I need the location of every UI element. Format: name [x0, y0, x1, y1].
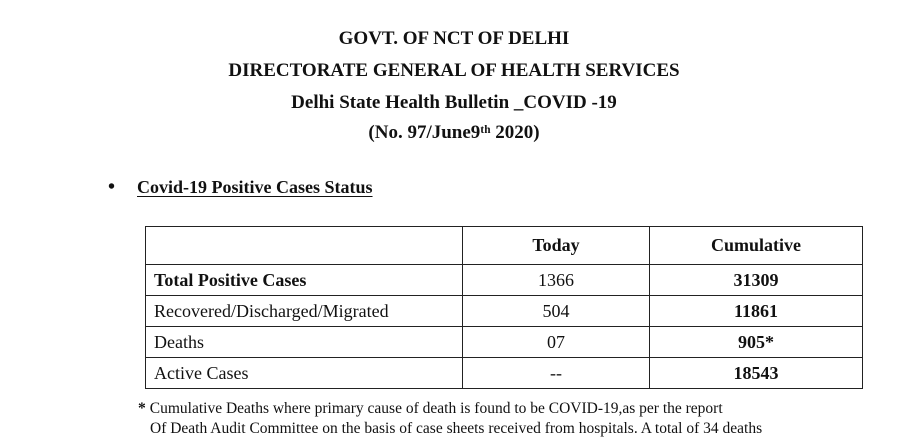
- section-heading: [108, 176, 373, 198]
- footnote-line-1: [138, 399, 898, 419]
- header-directorate: DIRECTORATE GENERAL OF HEALTH SERVICES: [228, 60, 680, 81]
- row-active-label: Active Cases: [146, 358, 463, 389]
- footnote-marker: *: [138, 400, 146, 417]
- row-recovered-today: 504: [463, 296, 650, 327]
- row-recovered-cumulative: 11861: [650, 296, 863, 327]
- header-label: [146, 227, 463, 265]
- header-bulletin-number: (No. 97/June9ᵗʰ 2020): [368, 122, 540, 143]
- row-active-today: --: [463, 358, 650, 389]
- bullet-icon: •: [108, 176, 116, 198]
- table-row: [146, 296, 863, 327]
- row-active-cumulative: 18543: [650, 358, 863, 389]
- row-total-cumulative: 31309: [650, 265, 863, 296]
- row-recovered-label: Recovered/Discharged/Migrated: [146, 296, 463, 327]
- footnote: [138, 399, 898, 439]
- footnote-text-1: Cumulative Deaths where primary cause of death is found to be COVID-19,as per the report: [149, 400, 723, 417]
- section-title: Covid-19 Positive Cases Status: [137, 177, 373, 197]
- row-total-today: 1366: [463, 265, 650, 296]
- row-deaths-label: Deaths: [146, 327, 463, 358]
- table-row: [146, 327, 863, 358]
- header-today: Today: [463, 227, 650, 265]
- row-deaths-today: 07: [463, 327, 650, 358]
- footnote-line-2: Of Death Audit Committee on the basis of case sheets received from hospitals. A total of 34 deaths: [150, 420, 763, 437]
- covid-status-table: [145, 226, 863, 389]
- row-deaths-cumulative: 905*: [650, 327, 863, 358]
- header-bulletin: Delhi State Health Bulletin _COVID -19: [291, 92, 617, 113]
- header-govt: GOVT. OF NCT OF DELHI: [338, 28, 570, 49]
- table-row: [146, 358, 863, 389]
- table-row: [146, 265, 863, 296]
- table-header-row: [146, 227, 863, 265]
- row-total-label: Total Positive Cases: [146, 265, 463, 296]
- header-cumulative: Cumulative: [650, 227, 863, 265]
